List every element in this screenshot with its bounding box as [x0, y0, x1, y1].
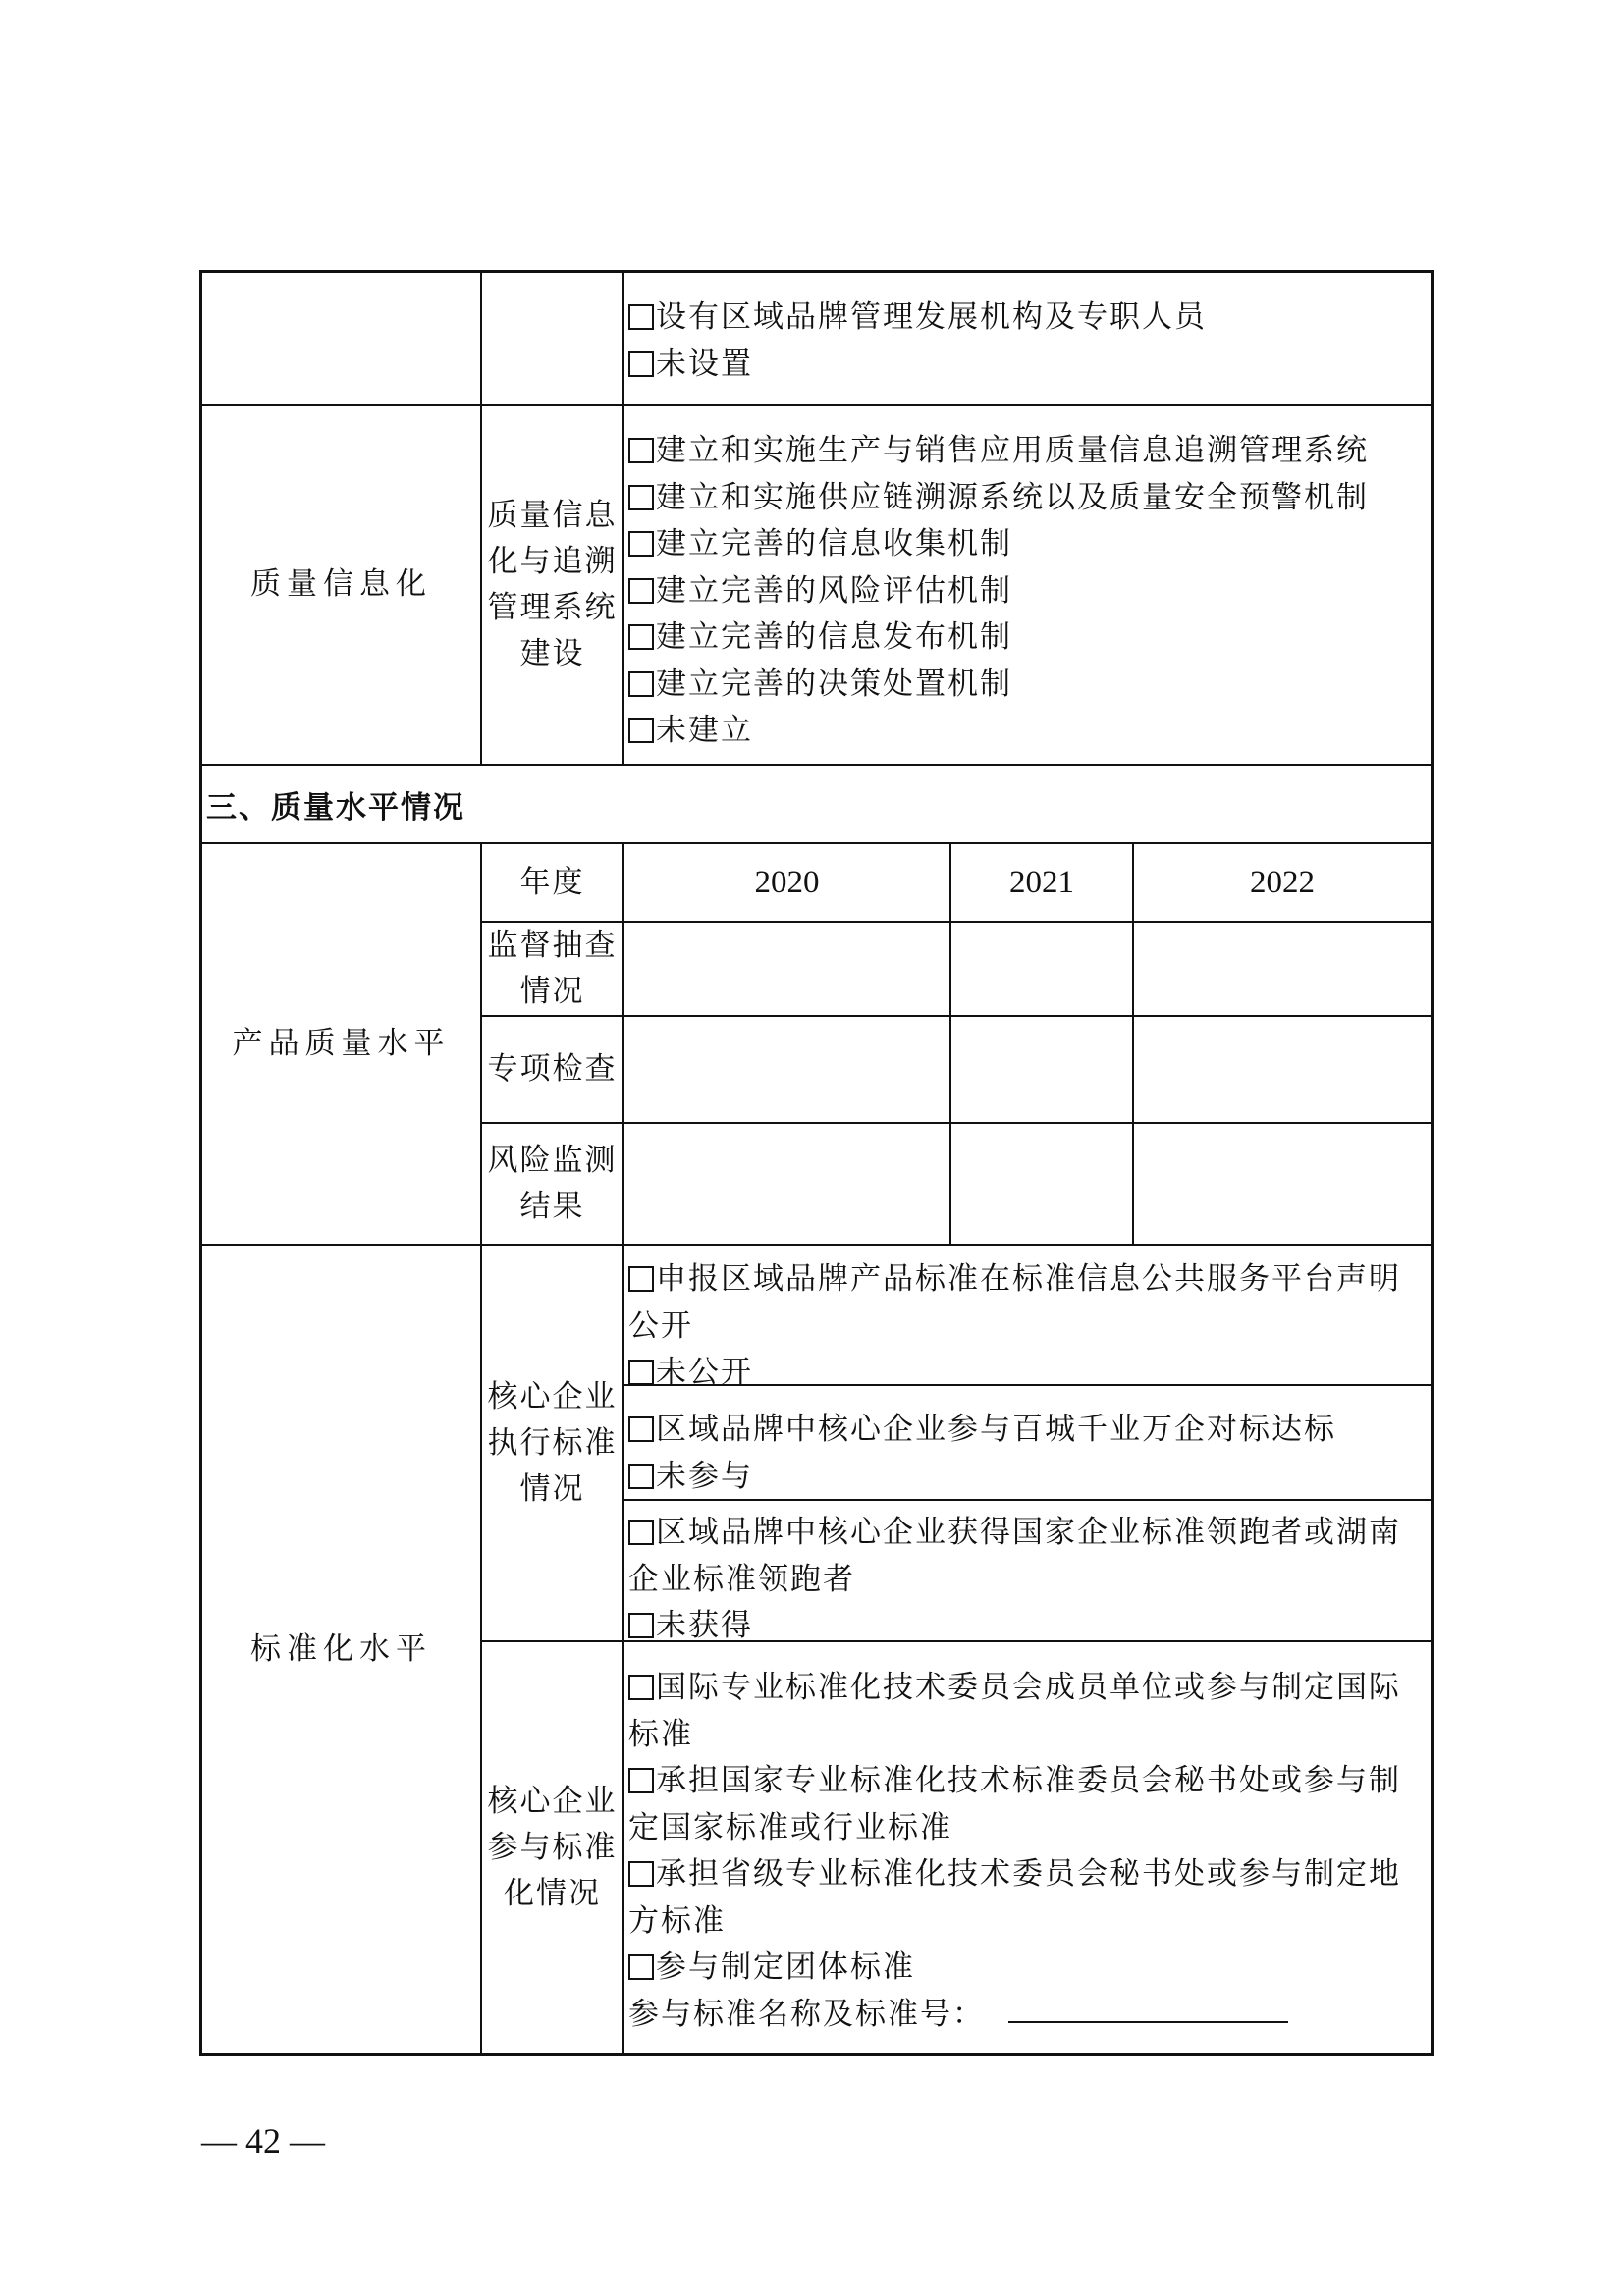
value-cell[interactable]: [951, 1124, 1132, 1244]
checkbox[interactable]: [628, 485, 654, 510]
checkbox[interactable]: [628, 531, 654, 557]
option-item[interactable]: [628, 662, 1424, 709]
item-cell: [482, 1642, 622, 2053]
checkbox[interactable]: [628, 578, 654, 604]
option-label: 区域品牌中核心企业参与百城千业万企对标达标: [656, 1412, 1336, 1447]
value-cell[interactable]: [624, 1017, 949, 1122]
checkbox[interactable]: [628, 624, 654, 650]
value-cell[interactable]: [1134, 923, 1431, 1015]
value-cell[interactable]: [1134, 1017, 1431, 1122]
category-standardization: [202, 1246, 480, 2053]
fill-line: [628, 1992, 1426, 2039]
checkbox[interactable]: [628, 438, 654, 463]
option-item[interactable]: [628, 1256, 1426, 1350]
option-label: 参与制定团体标准: [656, 1949, 915, 1985]
option-item[interactable]: [628, 475, 1424, 522]
option-label: 建立完善的风险评估机制: [656, 572, 1012, 609]
option-label: 国际专业标准化技术委员会成员单位或参与制定国际标准: [628, 1670, 1401, 1752]
option-label: 承担省级专业标准化技术委员会秘书处或参与制定地方标准: [628, 1856, 1401, 1939]
category-label: 质量信息化: [250, 566, 432, 602]
option-item[interactable]: [628, 521, 1424, 568]
option-item[interactable]: [628, 1603, 1426, 1650]
option-item[interactable]: [628, 1350, 1426, 1397]
option-item[interactable]: [628, 1665, 1426, 1758]
exec-group-2: [628, 1407, 1426, 1500]
checkbox[interactable]: [628, 1613, 654, 1638]
page-number: — 42 —: [201, 2121, 325, 2161]
checkbox[interactable]: [628, 671, 654, 697]
checkbox[interactable]: [628, 1266, 654, 1292]
section-title-text: 三、质量水平情况: [206, 789, 465, 826]
brand-options: [628, 294, 1424, 388]
option-item[interactable]: [628, 708, 1424, 755]
checkbox[interactable]: [628, 1360, 654, 1385]
option-label: 建立和实施生产与销售应用质量信息追溯管理系统: [656, 433, 1369, 468]
option-item[interactable]: [628, 428, 1424, 475]
option-item[interactable]: [628, 568, 1424, 615]
year-text: 2022: [1250, 864, 1315, 900]
option-label: 区域品牌中核心企业获得国家企业标准领跑者或湖南企业标准领跑者: [628, 1515, 1401, 1597]
category-product-quality: [202, 844, 480, 1244]
section-title: [206, 766, 1424, 842]
year-text: 2021: [1009, 864, 1074, 900]
value-cell[interactable]: [951, 923, 1132, 1015]
value-cell[interactable]: [624, 1124, 949, 1244]
row-label: 专项检查: [487, 1051, 618, 1087]
checkbox[interactable]: [628, 1954, 654, 1980]
option-label: 建立和实施供应链溯源系统以及质量安全预警机制: [656, 479, 1369, 515]
col-line-2: [622, 271, 624, 765]
checkbox[interactable]: [628, 1675, 654, 1700]
year-header-2022: [1134, 844, 1431, 921]
participate-options: [628, 1665, 1426, 2038]
category-label: 标准化水平: [250, 1630, 432, 1667]
exec-group-3: [628, 1510, 1426, 1650]
year-text: 2020: [754, 864, 820, 900]
option-label: 设有区域品牌管理发展机构及专职人员: [656, 299, 1207, 335]
option-item[interactable]: [628, 1945, 1426, 1992]
item-label: 质量信息化与追溯管理系统建设: [487, 497, 618, 671]
checkbox[interactable]: [628, 1861, 654, 1887]
option-item[interactable]: [628, 614, 1424, 662]
checkbox[interactable]: [628, 1464, 654, 1489]
option-label: 未公开: [656, 1355, 753, 1390]
checkbox[interactable]: [628, 1520, 654, 1545]
checkbox[interactable]: [628, 718, 654, 743]
row-label-cell: [482, 1124, 622, 1244]
table-border-bottom: [199, 2053, 1434, 2056]
row-label-cell: [482, 1017, 622, 1122]
checkbox[interactable]: [628, 1768, 654, 1793]
item-label: 核心企业执行标准情况: [487, 1378, 618, 1507]
standard-name-input[interactable]: [1008, 1992, 1288, 2023]
row-label-cell: [482, 923, 622, 1015]
option-label: 未建立: [656, 713, 753, 748]
item-cell: [482, 405, 622, 764]
year-header-2021: [951, 844, 1132, 921]
option-item[interactable]: [628, 1454, 1426, 1501]
option-label: 承担国家专业标准化技术标准委员会秘书处或参与制定国家标准或行业标准: [628, 1763, 1401, 1845]
category-label: 产品质量水平: [232, 1026, 451, 1061]
option-item[interactable]: [628, 342, 1424, 389]
option-label: 建立完善的信息发布机制: [656, 619, 1012, 655]
option-label: 未参与: [656, 1458, 753, 1494]
row-label: 风险监测结果: [487, 1143, 618, 1224]
option-label: 建立完善的决策处置机制: [656, 666, 1012, 702]
fill-label: 参与标准名称及标准号：: [628, 1996, 985, 2032]
table-border-top: [199, 270, 1434, 273]
option-label: 未获得: [656, 1608, 753, 1643]
option-item[interactable]: [628, 1851, 1426, 1945]
checkbox[interactable]: [628, 351, 654, 377]
category-quality-info: [202, 405, 480, 764]
year-header-2020: [624, 844, 949, 921]
year-label: 年度: [519, 864, 585, 900]
value-cell[interactable]: [624, 923, 949, 1015]
option-label: 申报区域品牌产品标准在标准信息公共服务平台声明公开: [628, 1261, 1401, 1344]
exec-group-1: [628, 1256, 1426, 1397]
option-item[interactable]: [628, 294, 1424, 342]
option-item[interactable]: [628, 1758, 1426, 1851]
info-options: [628, 428, 1424, 755]
value-cell[interactable]: [951, 1017, 1132, 1122]
item-label: 核心企业参与标准化情况: [487, 1783, 618, 1911]
row-label: 监督抽查情况: [487, 928, 618, 1009]
option-label: 建立完善的信息收集机制: [656, 526, 1012, 561]
checkbox[interactable]: [628, 304, 654, 330]
option-item[interactable]: [628, 1407, 1426, 1454]
item-cell: [482, 1246, 622, 1640]
table-border-right: [1431, 270, 1434, 2056]
option-item[interactable]: [628, 1510, 1426, 1603]
value-cell[interactable]: [1134, 1124, 1431, 1244]
year-label-cell: [482, 844, 622, 921]
checkbox[interactable]: [628, 1416, 654, 1442]
option-label: 未设置: [656, 346, 753, 382]
